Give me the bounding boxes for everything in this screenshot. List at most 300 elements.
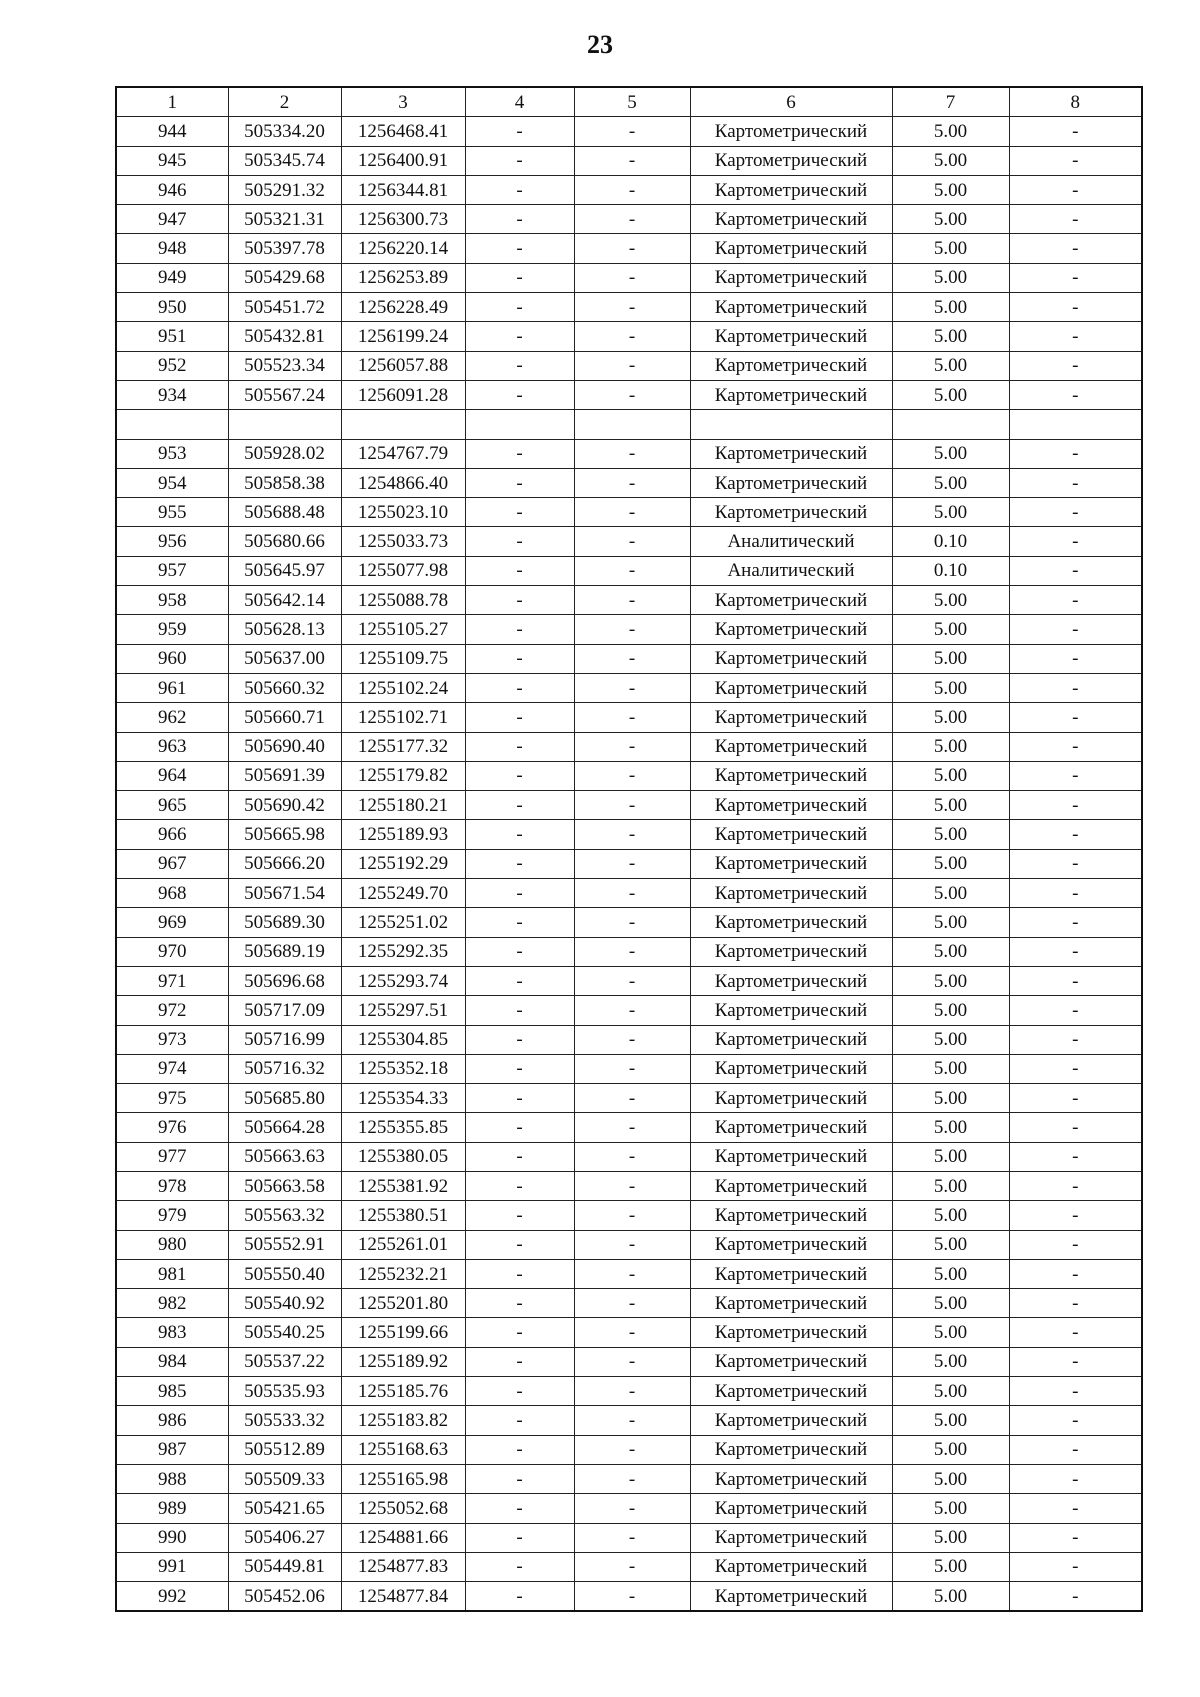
cell-coord-y: 1255192.29 [341, 849, 465, 878]
table-row [116, 615, 1142, 644]
cell-accuracy: 5.00 [892, 1552, 1009, 1581]
cell-coord-y: 1256468.41 [341, 117, 465, 146]
cell-col-5: - [574, 937, 690, 966]
cell-coord-y: 1256228.49 [341, 293, 465, 322]
cell-method: Картометрический [690, 966, 892, 995]
cell-coord-x: 505567.24 [228, 380, 341, 409]
cell-method: Картометрический [690, 761, 892, 790]
cell-col-4: - [465, 1113, 574, 1142]
cell-point-number: 975 [116, 1084, 228, 1113]
cell-coord-x: 505628.13 [228, 615, 341, 644]
table-row [116, 263, 1142, 292]
cell-method: Картометрический [690, 820, 892, 849]
column-header-7: 7 [892, 87, 1009, 117]
table-row [116, 1377, 1142, 1406]
cell-coord-y: 1255304.85 [341, 1025, 465, 1054]
cell-accuracy: 5.00 [892, 1025, 1009, 1054]
cell-accuracy: 5.00 [892, 908, 1009, 937]
cell-col-4: - [465, 1259, 574, 1288]
cell-coord-y: 1256300.73 [341, 205, 465, 234]
cell-coord-y: 1255165.98 [341, 1464, 465, 1493]
table-row [116, 966, 1142, 995]
cell-point-number: 965 [116, 791, 228, 820]
cell-col-5: - [574, 1464, 690, 1493]
cell-point-number: 947 [116, 205, 228, 234]
cell-method: Картометрический [690, 1171, 892, 1200]
cell-coord-x: 505680.66 [228, 527, 341, 556]
cell-col-4: - [465, 1084, 574, 1113]
cell-col-8: - [1009, 966, 1142, 995]
table-row [116, 1289, 1142, 1318]
cell-point-number: 979 [116, 1201, 228, 1230]
cell-point-number: 976 [116, 1113, 228, 1142]
cell-coord-y: 1256344.81 [341, 175, 465, 204]
cell-coord-x: 505535.93 [228, 1377, 341, 1406]
cell-method: Картометрический [690, 234, 892, 263]
cell-col-5: - [574, 1054, 690, 1083]
cell-col-8: - [1009, 908, 1142, 937]
cell-col-8: - [1009, 1113, 1142, 1142]
cell-accuracy: 5.00 [892, 1084, 1009, 1113]
cell-col-8: - [1009, 1377, 1142, 1406]
cell-col-4: - [465, 175, 574, 204]
table-row [116, 703, 1142, 732]
cell-col-5: - [574, 1552, 690, 1581]
cell-point-number: 977 [116, 1142, 228, 1171]
cell-accuracy: 5.00 [892, 175, 1009, 204]
cell-col-5: - [574, 996, 690, 1025]
cell-col-5: - [574, 1230, 690, 1259]
table-row [116, 820, 1142, 849]
cell-coord-y: 1255052.68 [341, 1494, 465, 1523]
cell-point-number: 954 [116, 468, 228, 497]
cell-col-8: - [1009, 586, 1142, 615]
cell-col-4: - [465, 468, 574, 497]
cell-accuracy: 5.00 [892, 322, 1009, 351]
cell-col-8: - [1009, 1201, 1142, 1230]
cell-point-number: 967 [116, 849, 228, 878]
cell-accuracy: 5.00 [892, 703, 1009, 732]
cell-method: Картометрический [690, 615, 892, 644]
cell-point-number: 945 [116, 146, 228, 175]
column-header-1: 1 [116, 87, 228, 117]
cell-col-5: - [574, 1025, 690, 1054]
cell-col-5: - [574, 761, 690, 790]
cell-accuracy: 5.00 [892, 351, 1009, 380]
cell-col-4: - [465, 908, 574, 937]
cell-coord-y: 1254877.84 [341, 1582, 465, 1612]
cell-coord-x: 505645.97 [228, 556, 341, 585]
cell-col-5: - [574, 615, 690, 644]
cell-method: Аналитический [690, 556, 892, 585]
table-row [116, 1259, 1142, 1288]
cell-col-5: - [574, 1435, 690, 1464]
cell-coord-y: 1255185.76 [341, 1377, 465, 1406]
cell-col-8 [1009, 410, 1142, 439]
cell-coord-y: 1255201.80 [341, 1289, 465, 1318]
cell-method: Картометрический [690, 146, 892, 175]
cell-accuracy: 5.00 [892, 673, 1009, 702]
cell-col-4: - [465, 293, 574, 322]
cell-accuracy: 5.00 [892, 1259, 1009, 1288]
cell-accuracy: 0.10 [892, 556, 1009, 585]
cell-coord-x: 505663.63 [228, 1142, 341, 1171]
cell-coord-x: 505663.58 [228, 1171, 341, 1200]
cell-col-8: - [1009, 1523, 1142, 1552]
table-row [116, 1552, 1142, 1581]
cell-accuracy: 5.00 [892, 205, 1009, 234]
cell-col-5: - [574, 1289, 690, 1318]
table-header [116, 87, 1142, 117]
cell-point-number: 990 [116, 1523, 228, 1552]
cell-coord-y: 1255177.32 [341, 732, 465, 761]
cell-coord-y: 1255077.98 [341, 556, 465, 585]
cell-col-4: - [465, 527, 574, 556]
cell-coord-y: 1255261.01 [341, 1230, 465, 1259]
cell-col-4: - [465, 1582, 574, 1612]
cell-method: Картометрический [690, 117, 892, 146]
cell-col-5: - [574, 849, 690, 878]
table-row [116, 586, 1142, 615]
cell-point-number: 959 [116, 615, 228, 644]
cell-coord-y: 1255381.92 [341, 1171, 465, 1200]
cell-method: Картометрический [690, 175, 892, 204]
cell-col-8: - [1009, 732, 1142, 761]
cell-col-4: - [465, 1494, 574, 1523]
cell-col-8: - [1009, 673, 1142, 702]
cell-col-4: - [465, 1377, 574, 1406]
cell-coord-y: 1255293.74 [341, 966, 465, 995]
cell-col-8: - [1009, 468, 1142, 497]
cell-coord-x: 505334.20 [228, 117, 341, 146]
cell-method: Картометрический [690, 1464, 892, 1493]
cell-point-number: 982 [116, 1289, 228, 1318]
cell-col-8: - [1009, 1084, 1142, 1113]
cell-col-8: - [1009, 1464, 1142, 1493]
cell-col-8: - [1009, 1171, 1142, 1200]
cell-coord-x: 505666.20 [228, 849, 341, 878]
cell-col-8: - [1009, 1406, 1142, 1435]
table-row [116, 1084, 1142, 1113]
cell-method: Картометрический [690, 791, 892, 820]
cell-point-number: 957 [116, 556, 228, 585]
cell-coord-y: 1255251.02 [341, 908, 465, 937]
cell-col-8: - [1009, 1552, 1142, 1581]
cell-coord-x: 505533.32 [228, 1406, 341, 1435]
cell-method: Картометрический [690, 849, 892, 878]
cell-coord-x: 505691.39 [228, 761, 341, 790]
cell-col-5: - [574, 234, 690, 263]
table-row [116, 146, 1142, 175]
cell-point-number: 969 [116, 908, 228, 937]
cell-col-5: - [574, 205, 690, 234]
cell-accuracy: 5.00 [892, 820, 1009, 849]
table-row [116, 1464, 1142, 1493]
cell-coord-x: 505432.81 [228, 322, 341, 351]
cell-coord-y: 1256091.28 [341, 380, 465, 409]
cell-coord-y: 1255088.78 [341, 586, 465, 615]
cell-accuracy: 5.00 [892, 1494, 1009, 1523]
cell-col-4 [465, 410, 574, 439]
cell-method: Картометрический [690, 1377, 892, 1406]
cell-col-5: - [574, 1582, 690, 1612]
table-row [116, 908, 1142, 937]
cell-point-number: 988 [116, 1464, 228, 1493]
cell-col-5: - [574, 322, 690, 351]
cell-point-number: 946 [116, 175, 228, 204]
cell-col-5: - [574, 1523, 690, 1552]
cell-col-5: - [574, 175, 690, 204]
cell-coord-y: 1255023.10 [341, 498, 465, 527]
cell-coord-x: 505397.78 [228, 234, 341, 263]
cell-col-5: - [574, 820, 690, 849]
cell-col-5: - [574, 703, 690, 732]
cell-point-number: 970 [116, 937, 228, 966]
cell-col-4: - [465, 146, 574, 175]
table-row [116, 1113, 1142, 1142]
cell-method: Картометрический [690, 1318, 892, 1347]
cell-col-8: - [1009, 117, 1142, 146]
cell-coord-y: 1254866.40 [341, 468, 465, 497]
cell-coord-x: 505512.89 [228, 1435, 341, 1464]
cell-method: Картометрический [690, 1435, 892, 1464]
cell-coord-x: 505660.71 [228, 703, 341, 732]
cell-col-8: - [1009, 380, 1142, 409]
cell-point-number: 983 [116, 1318, 228, 1347]
cell-method: Картометрический [690, 703, 892, 732]
cell-col-8: - [1009, 1318, 1142, 1347]
table-row [116, 175, 1142, 204]
cell-point-number [116, 410, 228, 439]
cell-point-number: 955 [116, 498, 228, 527]
cell-col-5: - [574, 1347, 690, 1376]
cell-coord-y: 1256057.88 [341, 351, 465, 380]
table-row [116, 1025, 1142, 1054]
cell-col-8: - [1009, 439, 1142, 468]
cell-method: Картометрический [690, 1084, 892, 1113]
cell-col-4: - [465, 879, 574, 908]
cell-point-number: 960 [116, 644, 228, 673]
cell-accuracy: 5.00 [892, 1171, 1009, 1200]
cell-accuracy: 5.00 [892, 966, 1009, 995]
cell-method: Картометрический [690, 439, 892, 468]
cell-col-4: - [465, 1435, 574, 1464]
cell-coord-y: 1256220.14 [341, 234, 465, 263]
cell-point-number: 978 [116, 1171, 228, 1200]
cell-accuracy: 5.00 [892, 644, 1009, 673]
cell-coord-x: 505690.42 [228, 791, 341, 820]
cell-coord-x: 505688.48 [228, 498, 341, 527]
cell-col-4: - [465, 1347, 574, 1376]
cell-method: Картометрический [690, 879, 892, 908]
table-row [116, 1142, 1142, 1171]
cell-point-number: 987 [116, 1435, 228, 1464]
cell-point-number: 968 [116, 879, 228, 908]
cell-coord-y: 1255033.73 [341, 527, 465, 556]
cell-col-4: - [465, 996, 574, 1025]
cell-col-4: - [465, 1289, 574, 1318]
cell-point-number: 934 [116, 380, 228, 409]
cell-coord-y: 1255102.24 [341, 673, 465, 702]
cell-method: Картометрический [690, 468, 892, 497]
header-row [116, 87, 1142, 117]
cell-method: Картометрический [690, 1230, 892, 1259]
cell-col-8: - [1009, 1582, 1142, 1612]
cell-accuracy: 5.00 [892, 293, 1009, 322]
table-row [116, 117, 1142, 146]
cell-accuracy: 5.00 [892, 996, 1009, 1025]
cell-point-number: 986 [116, 1406, 228, 1435]
cell-accuracy: 5.00 [892, 937, 1009, 966]
cell-coord-y: 1255105.27 [341, 615, 465, 644]
column-header-2: 2 [228, 87, 341, 117]
cell-coord-x: 505716.32 [228, 1054, 341, 1083]
column-header-8: 8 [1009, 87, 1142, 117]
table-row [116, 380, 1142, 409]
cell-method: Картометрический [690, 673, 892, 702]
table-row [116, 791, 1142, 820]
cell-point-number: 951 [116, 322, 228, 351]
table-row [116, 527, 1142, 556]
cell-col-8: - [1009, 644, 1142, 673]
cell-col-8: - [1009, 761, 1142, 790]
table-row [116, 1347, 1142, 1376]
cell-coord-x: 505550.40 [228, 1259, 341, 1288]
cell-col-5: - [574, 263, 690, 292]
cell-coord-y: 1256253.89 [341, 263, 465, 292]
table-row [116, 1435, 1142, 1464]
cell-col-8: - [1009, 791, 1142, 820]
cell-method: Картометрический [690, 1025, 892, 1054]
cell-col-5: - [574, 1406, 690, 1435]
cell-col-4: - [465, 937, 574, 966]
cell-col-4: - [465, 263, 574, 292]
cell-coord-y: 1255380.51 [341, 1201, 465, 1230]
cell-point-number: 948 [116, 234, 228, 263]
cell-col-4: - [465, 586, 574, 615]
cell-coord-x: 505540.92 [228, 1289, 341, 1318]
cell-accuracy: 5.00 [892, 234, 1009, 263]
table-row [116, 1523, 1142, 1552]
cell-coord-y: 1254881.66 [341, 1523, 465, 1552]
cell-col-4: - [465, 1201, 574, 1230]
cell-coord-x: 505321.31 [228, 205, 341, 234]
cell-col-8: - [1009, 498, 1142, 527]
table-row [116, 468, 1142, 497]
table-row [116, 937, 1142, 966]
coordinates-table [115, 86, 1143, 1612]
cell-accuracy: 5.00 [892, 1201, 1009, 1230]
cell-method: Картометрический [690, 644, 892, 673]
cell-accuracy: 5.00 [892, 761, 1009, 790]
cell-coord-x: 505345.74 [228, 146, 341, 175]
cell-coord-x: 505690.40 [228, 732, 341, 761]
cell-coord-x: 505429.68 [228, 263, 341, 292]
cell-coord-x: 505449.81 [228, 1552, 341, 1581]
cell-point-number: 992 [116, 1582, 228, 1612]
cell-col-5: - [574, 380, 690, 409]
cell-coord-x: 505689.30 [228, 908, 341, 937]
cell-method: Картометрический [690, 1494, 892, 1523]
cell-col-4: - [465, 498, 574, 527]
cell-col-8: - [1009, 996, 1142, 1025]
cell-accuracy: 5.00 [892, 1377, 1009, 1406]
cell-coord-x: 505696.68 [228, 966, 341, 995]
cell-accuracy: 5.00 [892, 117, 1009, 146]
table-row [116, 1582, 1142, 1612]
cell-col-4: - [465, 1523, 574, 1552]
cell-point-number: 950 [116, 293, 228, 322]
table-row [116, 1318, 1142, 1347]
table-row [116, 293, 1142, 322]
cell-method: Картометрический [690, 908, 892, 937]
cell-col-4: - [465, 966, 574, 995]
cell-accuracy: 5.00 [892, 1464, 1009, 1493]
cell-coord-y: 1255297.51 [341, 996, 465, 1025]
cell-col-5: - [574, 351, 690, 380]
cell-coord-y: 1255189.92 [341, 1347, 465, 1376]
cell-col-8: - [1009, 615, 1142, 644]
cell-method: Картометрический [690, 996, 892, 1025]
cell-col-4: - [465, 673, 574, 702]
cell-point-number: 958 [116, 586, 228, 615]
table-row [116, 1494, 1142, 1523]
cell-accuracy: 5.00 [892, 380, 1009, 409]
cell-coord-y: 1255102.71 [341, 703, 465, 732]
cell-col-5: - [574, 1142, 690, 1171]
cell-accuracy: 5.00 [892, 791, 1009, 820]
cell-col-8: - [1009, 1494, 1142, 1523]
cell-method: Картометрический [690, 293, 892, 322]
cell-col-5: - [574, 791, 690, 820]
cell-col-5: - [574, 1113, 690, 1142]
cell-accuracy [892, 410, 1009, 439]
cell-method: Картометрический [690, 1289, 892, 1318]
cell-col-4: - [465, 1552, 574, 1581]
cell-method: Картометрический [690, 1406, 892, 1435]
cell-coord-y: 1254877.83 [341, 1552, 465, 1581]
cell-col-5: - [574, 468, 690, 497]
cell-coord-x: 505716.99 [228, 1025, 341, 1054]
cell-coord-x: 505671.54 [228, 879, 341, 908]
cell-coord-x: 505406.27 [228, 1523, 341, 1552]
cell-accuracy: 5.00 [892, 1347, 1009, 1376]
cell-col-4: - [465, 1230, 574, 1259]
cell-col-4: - [465, 1464, 574, 1493]
table-row [116, 732, 1142, 761]
cell-coord-y: 1256199.24 [341, 322, 465, 351]
cell-col-5: - [574, 644, 690, 673]
cell-col-4: - [465, 791, 574, 820]
cell-accuracy: 5.00 [892, 1142, 1009, 1171]
table-row [116, 1171, 1142, 1200]
cell-col-5: - [574, 1494, 690, 1523]
table-row [116, 439, 1142, 468]
column-header-4: 4 [465, 87, 574, 117]
cell-col-8: - [1009, 1025, 1142, 1054]
cell-accuracy: 5.00 [892, 468, 1009, 497]
cell-col-4: - [465, 351, 574, 380]
cell-point-number: 985 [116, 1377, 228, 1406]
cell-method: Картометрический [690, 586, 892, 615]
cell-accuracy: 5.00 [892, 732, 1009, 761]
cell-accuracy: 5.00 [892, 146, 1009, 175]
cell-col-5: - [574, 1084, 690, 1113]
cell-accuracy: 5.00 [892, 1435, 1009, 1464]
cell-method: Картометрический [690, 322, 892, 351]
table-row [116, 644, 1142, 673]
cell-col-4: - [465, 1318, 574, 1347]
